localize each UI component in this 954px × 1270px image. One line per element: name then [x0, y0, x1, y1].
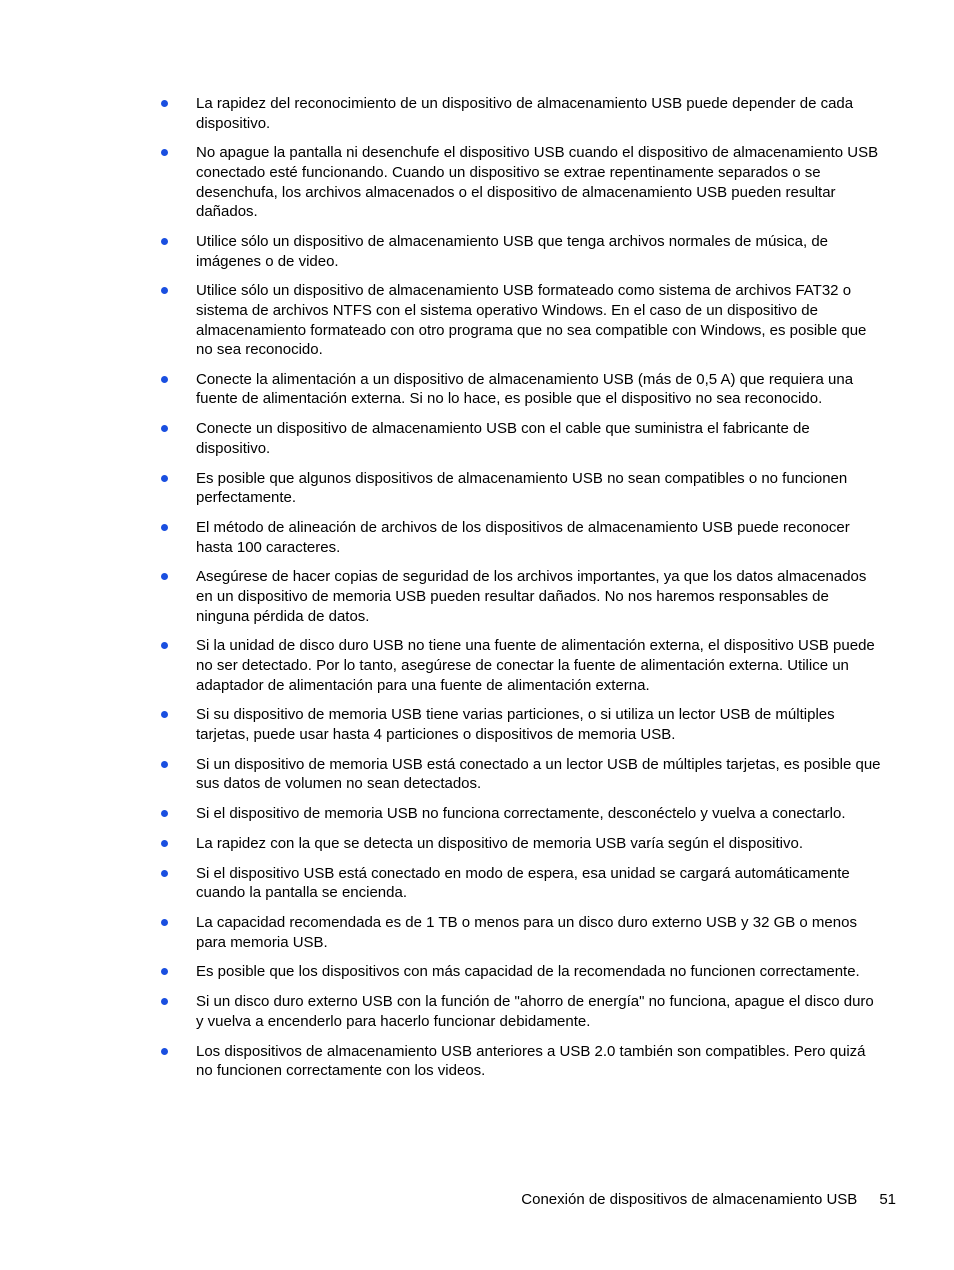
footer-section-title: Conexión de dispositivos de almacenamiento USB: [521, 1191, 858, 1208]
list-item: [160, 636, 884, 695]
list-item: [160, 804, 884, 824]
list-item: [160, 518, 884, 557]
bullet-dot-icon: [161, 376, 168, 383]
list-item-text: Si un dispositivo de memoria USB está conectado a un lector USB de múltiples tarjetas, es posible que sus datos de volumen no sean detectados.: [196, 755, 881, 793]
list-item: [160, 419, 884, 458]
list-item-text: Si el dispositivo de memoria USB no funciona correctamente, desconéctelo y vuelva a conectarlo.: [196, 805, 846, 823]
list-item-text: No apague la pantalla ni desenchufe el dispositivo USB cuando el dispositivo de almacenamiento USB conectado esté funcionando. Cuando un dispositivo se extrae repentinamente separados o se desenchufa, los archivos almacenados o el dispositivo de almacenamiento USB pueden resultar dañados.: [196, 144, 879, 221]
list-item-text: La capacidad recomendada es de 1 TB o menos para un disco duro externo USB y 32 GB o menos para memoria USB.: [196, 914, 857, 951]
bullet-dot-icon: [161, 870, 168, 877]
list-item-text: Conecte un dispositivo de almacenamiento USB con el cable que suministra el fabricante de dispositivo.: [196, 420, 810, 457]
list-item-text: Si su dispositivo de memoria USB tiene varias particiones, o si utiliza un lector USB de múltiples tarjetas, puede usar hasta 4 particiones o dispositivos de memoria USB.: [196, 706, 835, 743]
list-item: [160, 143, 884, 221]
bullet-dot-icon: [161, 919, 168, 926]
bullet-dot-icon: [161, 840, 168, 847]
bullet-dot-icon: [161, 573, 168, 580]
list-item-text: Es posible que algunos dispositivos de almacenamiento USB no sean compatibles o no funcionen perfectamente.: [196, 469, 848, 507]
bullet-dot-icon: [161, 425, 168, 432]
list-item: [160, 755, 884, 794]
bullet-dot-icon: [161, 287, 168, 294]
page-number: 51: [879, 1191, 896, 1208]
page-footer: [521, 1190, 896, 1209]
list-item-text: El método de alineación de archivos de los dispositivos de almacenamiento USB puede reconocer hasta 100 caracteres.: [196, 519, 850, 556]
bullet-dot-icon: [161, 810, 168, 817]
list-item: [160, 864, 884, 903]
bullet-dot-icon: [161, 642, 168, 649]
list-item: [160, 370, 884, 409]
list-item: [160, 705, 884, 744]
list-item: [160, 834, 884, 854]
bullet-dot-icon: [161, 238, 168, 245]
list-item-text: La rapidez con la que se detecta un dispositivo de memoria USB varía según el dispositivo.: [196, 834, 804, 852]
bullet-dot-icon: [161, 524, 168, 531]
bullet-dot-icon: [161, 968, 168, 975]
bullet-dot-icon: [161, 1048, 168, 1055]
bullet-dot-icon: [161, 475, 168, 482]
list-item-text: Asegúrese de hacer copias de seguridad de los archivos importantes, ya que los datos almacenados en un dispositivo de memoria USB pueden resultar dañados. No nos haremos responsables de ninguna pérdida de datos.: [196, 568, 867, 625]
list-item: [160, 1042, 884, 1081]
bullet-dot-icon: [161, 711, 168, 718]
list-item-text: Si un disco duro externo USB con la función de "ahorro de energía" no funciona, apague el disco duro y vuelva a encenderlo para hacerlo funcionar debidamente.: [196, 993, 874, 1030]
bullet-dot-icon: [161, 998, 168, 1005]
bullet-dot-icon: [161, 100, 168, 107]
list-item-text: Si la unidad de disco duro USB no tiene una fuente de alimentación externa, el dispositivo USB puede no ser detectado. Por lo tanto, asegúrese de conectar la fuente de alimentación externa. Utilice un adaptador de alimentación para una fuente de alimentación externa.: [196, 637, 875, 694]
list-item-text: Conecte la alimentación a un dispositivo de almacenamiento USB (más de 0,5 A) que requiera una fuente de alimentación externa. Si no lo hace, es posible que el dispositivo no sea reconocido.: [196, 370, 854, 408]
list-item: [160, 962, 884, 982]
list-item: [160, 913, 884, 952]
list-item-text: Si el dispositivo USB está conectado en modo de espera, esa unidad se cargará automáticamente cuando la pantalla se encienda.: [196, 864, 850, 902]
list-item: [160, 232, 884, 271]
list-item: [160, 281, 884, 359]
bullet-dot-icon: [161, 149, 168, 156]
list-item: [160, 567, 884, 626]
list-item: [160, 469, 884, 508]
list-item-text: Utilice sólo un dispositivo de almacenamiento USB formateado como sistema de archivos FAT32 o sistema de archivos NTFS con el sistema operativo Windows. En el caso de un dispositivo de almacenamiento formateado con otro programa que no sea compatible con Windows, es posible que no sea reconocido.: [196, 282, 867, 359]
list-item-text: La rapidez del reconocimiento de un dispositivo de almacenamiento USB puede depender de cada dispositivo.: [196, 95, 854, 132]
list-item: [160, 94, 884, 133]
bullet-list: [160, 94, 884, 1081]
list-item-text: Utilice sólo un dispositivo de almacenamiento USB que tenga archivos normales de música, de imágenes o de video.: [196, 232, 828, 270]
document-body: [160, 94, 884, 1091]
list-item-text: Es posible que los dispositivos con más capacidad de la recomendada no funcionen correctamente.: [196, 963, 860, 981]
bullet-dot-icon: [161, 761, 168, 768]
list-item: [160, 992, 884, 1031]
list-item-text: Los dispositivos de almacenamiento USB anteriores a USB 2.0 también son compatibles. Pero quizá no funcionen correctamente con los videos.: [196, 1042, 866, 1080]
